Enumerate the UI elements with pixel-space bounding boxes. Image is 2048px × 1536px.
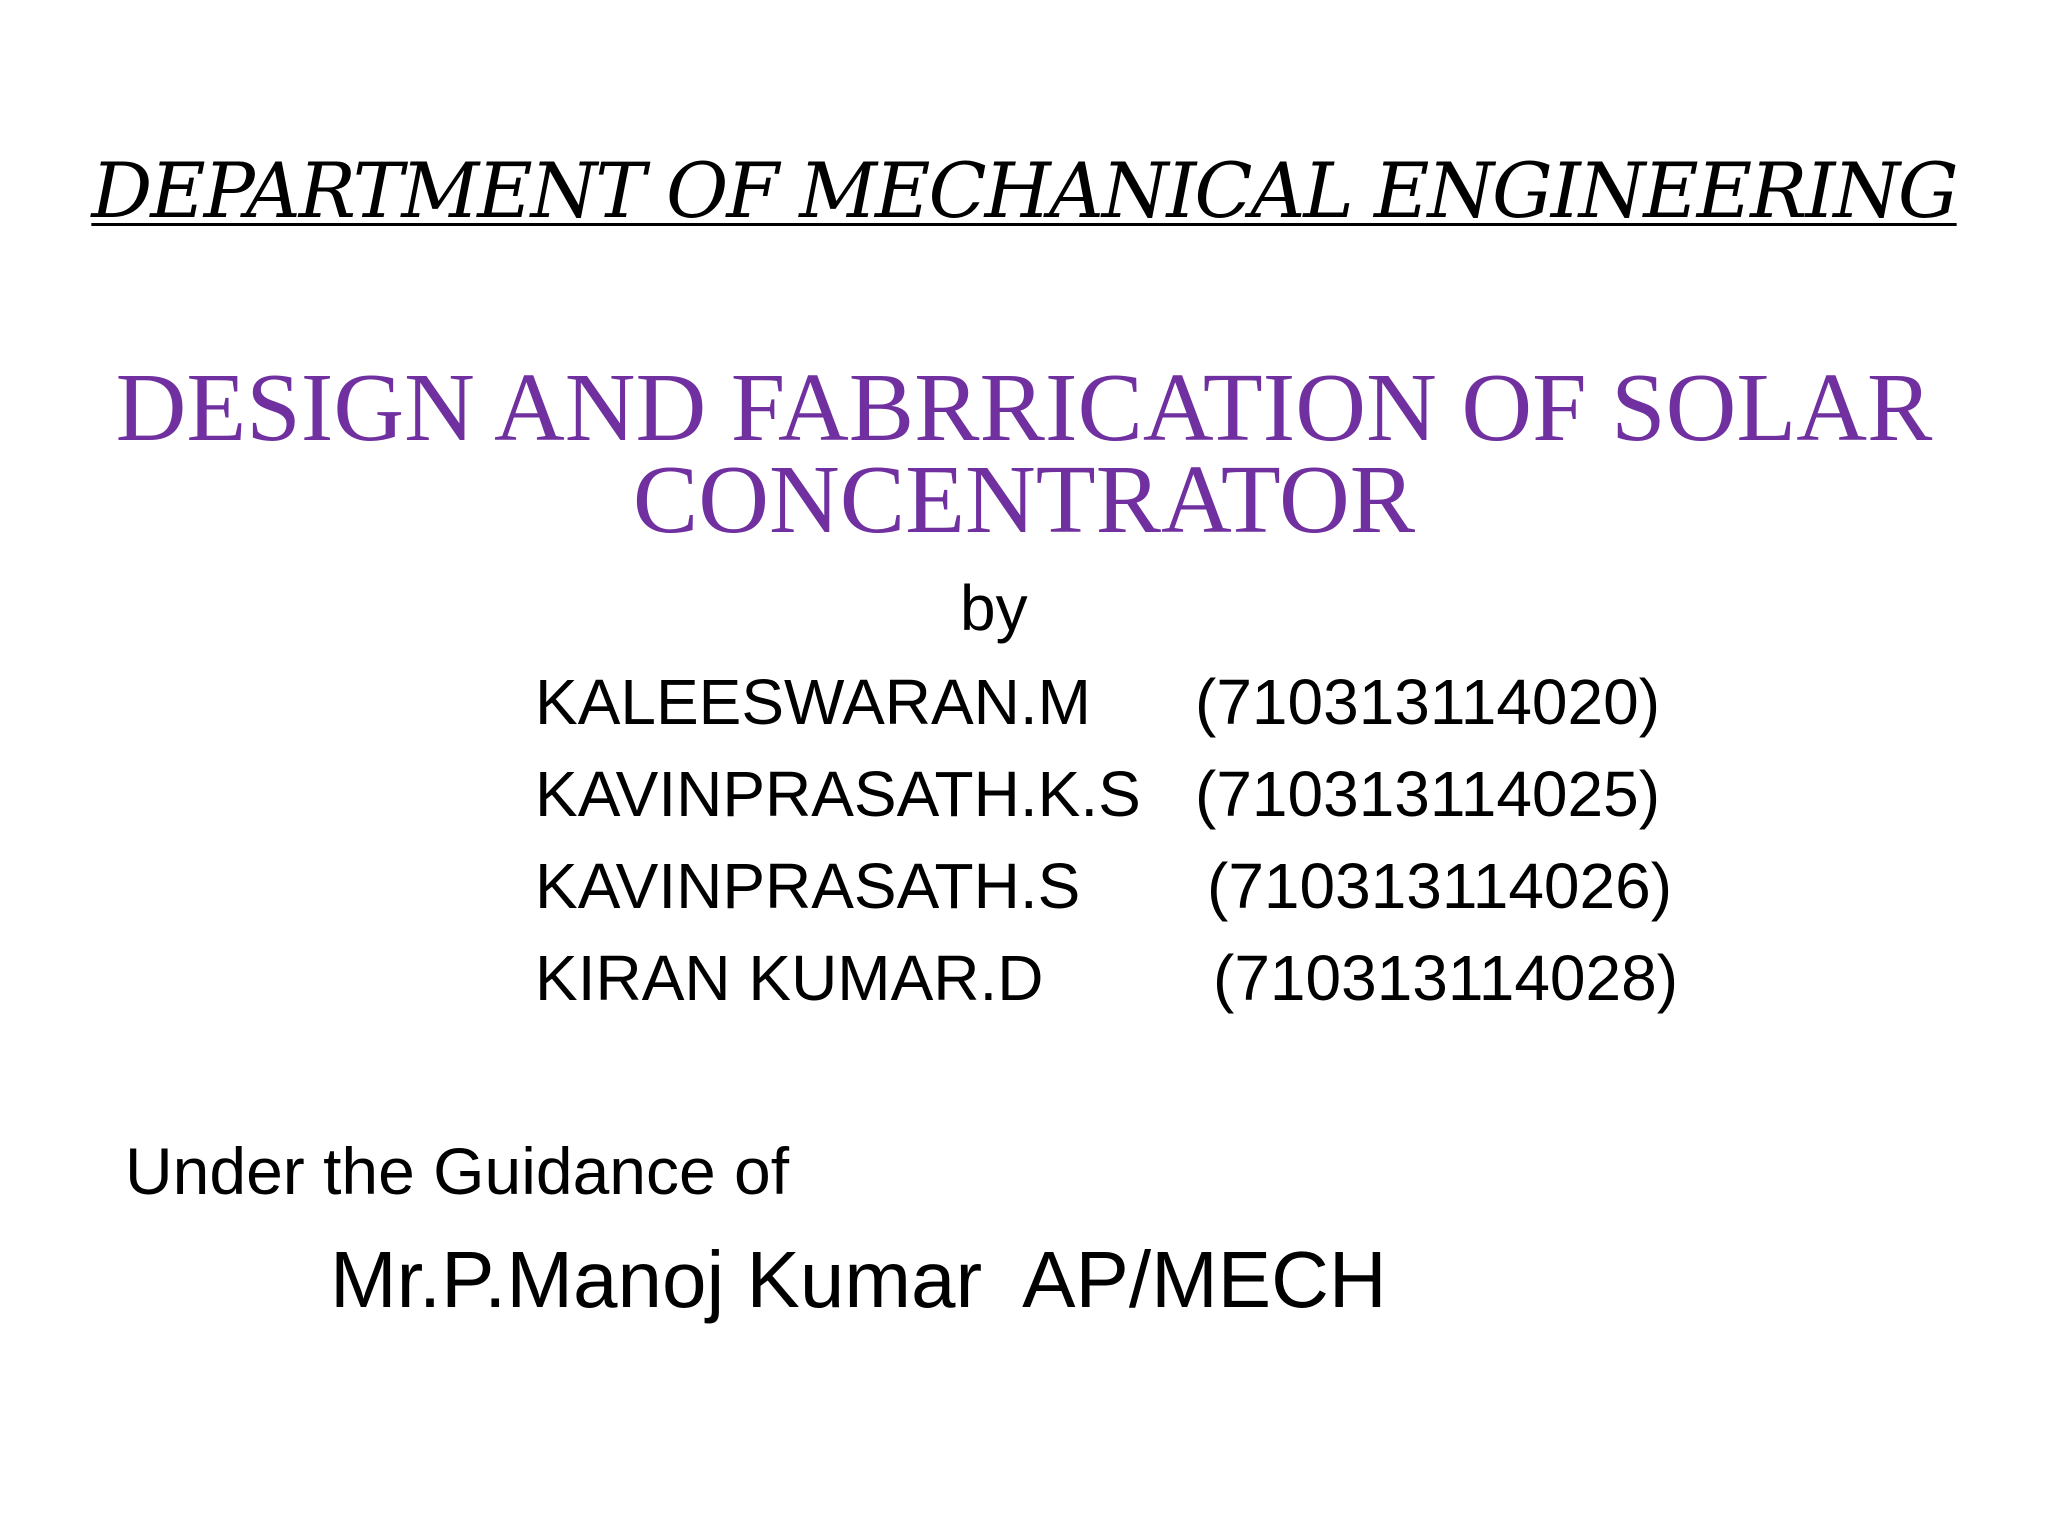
project-title-line-2: CONCENTRATOR [632,446,1416,554]
student-name: KALEESWARAN.M [535,666,1091,738]
student-row [535,840,1735,932]
by-label: by [960,572,1028,644]
guidance-label: Under the Guidance of [125,1134,790,1208]
guide-name: Mr.P.Manoj Kumar AP/MECH [330,1235,1387,1324]
department-heading: DEPARTMENT OF MECHANICAL ENGINEERING [91,146,1957,235]
student-roll-number: (710313114026) [1207,850,1672,922]
student-roll-number: (710313114028) [1213,942,1678,1014]
student-name: KAVINPRASATH.K.S [535,758,1141,830]
project-title-line-1: DESIGN AND FABRRICATION OF SOLAR [115,354,1933,462]
student-row [535,748,1735,840]
student-list [535,656,1735,1024]
student-roll-number: (710313114025) [1195,758,1660,830]
student-name: KIRAN KUMAR.D [535,942,1044,1014]
student-name: KAVINPRASATH.S [535,850,1081,922]
student-row [535,932,1735,1024]
student-roll-number: (710313114020) [1195,666,1660,738]
student-row [535,656,1735,748]
project-title [0,354,2048,554]
